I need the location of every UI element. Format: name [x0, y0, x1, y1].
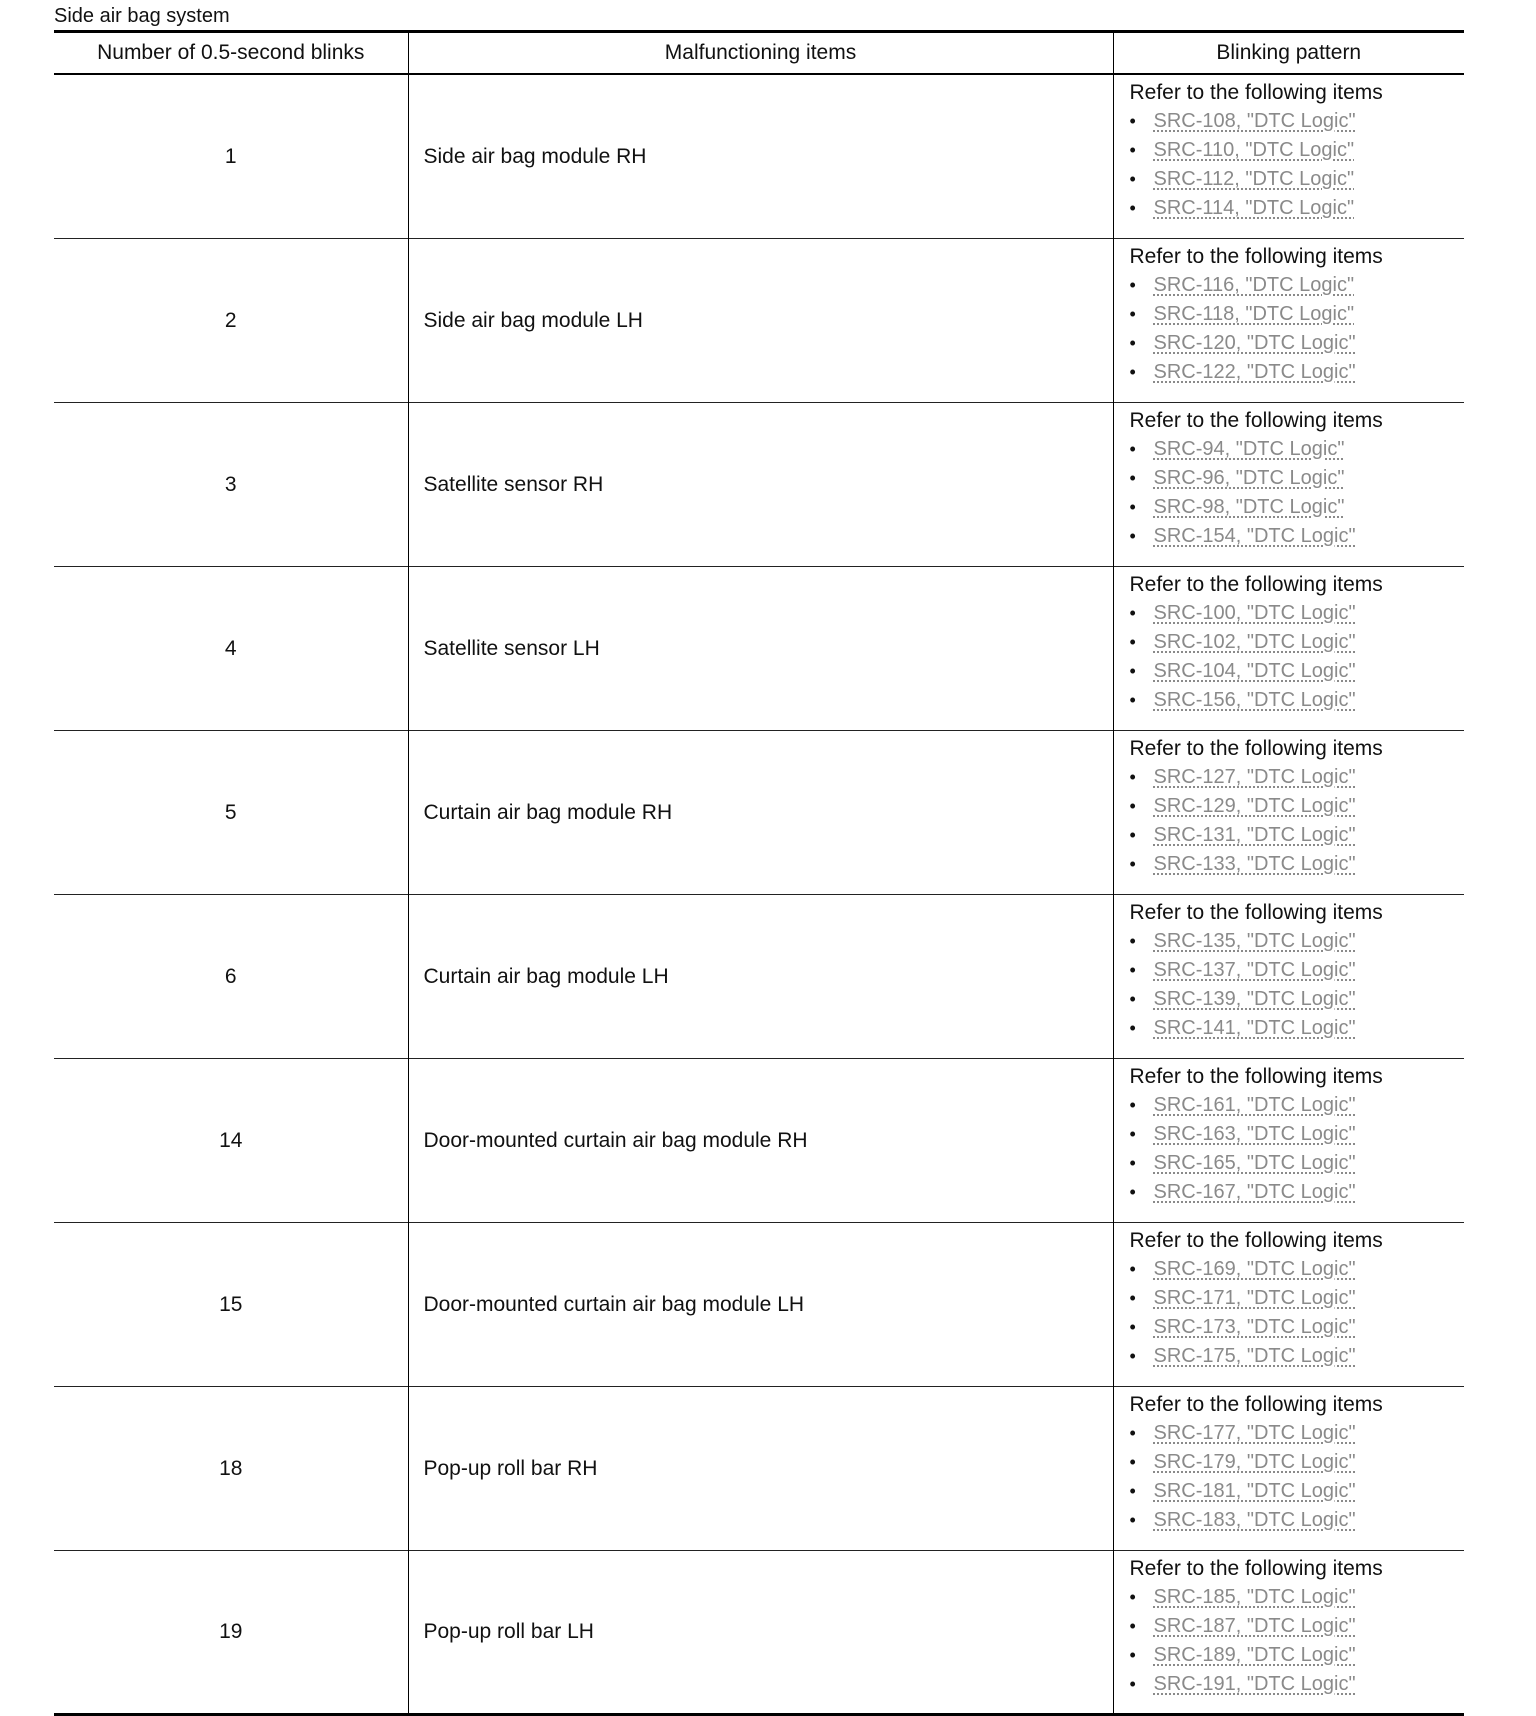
dtc-logic-link[interactable]: SRC-165, "DTC Logic": [1153, 1152, 1356, 1174]
reference-list-item: [1130, 1670, 1465, 1699]
bullet-icon: •: [1129, 1674, 1136, 1694]
bullet-icon: •: [1129, 931, 1136, 951]
dtc-logic-link[interactable]: SRC-181, "DTC Logic": [1153, 1480, 1356, 1502]
dtc-logic-link[interactable]: SRC-100, "DTC Logic": [1153, 602, 1356, 624]
bullet-icon: •: [1129, 140, 1136, 160]
malfunction-item: Door-mounted curtain air bag module LH: [408, 1223, 1113, 1387]
table-body: [54, 74, 1464, 1715]
dtc-logic-link[interactable]: SRC-94, "DTC Logic": [1153, 438, 1345, 460]
malfunction-item: Pop-up roll bar LH: [408, 1551, 1113, 1715]
bullet-icon: •: [1129, 304, 1136, 324]
reference-link-list: [1130, 271, 1465, 387]
reference-list-item: [1130, 792, 1465, 821]
bullet-icon: •: [1129, 1095, 1136, 1115]
bullet-icon: •: [1129, 111, 1136, 131]
reference-link-list: [1130, 435, 1465, 551]
blink-count: 15: [54, 1223, 408, 1387]
blink-count: 4: [54, 567, 408, 731]
dtc-logic-link[interactable]: SRC-116, "DTC Logic": [1153, 274, 1355, 296]
dtc-logic-link[interactable]: SRC-141, "DTC Logic": [1153, 1017, 1356, 1039]
bullet-icon: •: [1129, 1182, 1136, 1202]
reference-list-item: [1130, 1178, 1465, 1207]
reference-list-item: [1130, 300, 1465, 329]
dtc-logic-link[interactable]: SRC-171, "DTC Logic": [1153, 1287, 1356, 1309]
blink-count: 2: [54, 239, 408, 403]
dtc-logic-link[interactable]: SRC-135, "DTC Logic": [1153, 930, 1356, 952]
dtc-logic-link[interactable]: SRC-114, "DTC Logic": [1153, 197, 1355, 219]
bullet-icon: •: [1129, 1645, 1136, 1665]
reference-list-item: [1130, 850, 1465, 879]
dtc-logic-link[interactable]: SRC-183, "DTC Logic": [1153, 1509, 1356, 1531]
refer-text: Refer to the following items: [1129, 409, 1383, 432]
bullet-icon: •: [1129, 1510, 1136, 1530]
bullet-icon: •: [1129, 1452, 1136, 1472]
bullet-icon: •: [1129, 690, 1136, 710]
table-row: [54, 731, 1464, 895]
blinking-pattern-cell: [1113, 895, 1464, 1059]
blinking-pattern-cell: [1113, 1551, 1464, 1715]
dtc-logic-link[interactable]: SRC-96, "DTC Logic": [1153, 467, 1345, 489]
bullet-icon: •: [1129, 526, 1136, 546]
dtc-logic-link[interactable]: SRC-133, "DTC Logic": [1153, 853, 1356, 875]
dtc-logic-link[interactable]: SRC-137, "DTC Logic": [1153, 959, 1356, 981]
refer-text: Refer to the following items: [1129, 737, 1383, 760]
reference-list-item: [1130, 927, 1465, 956]
reference-list-item: [1130, 358, 1465, 387]
dtc-logic-link[interactable]: SRC-154, "DTC Logic": [1153, 525, 1356, 547]
reference-link-list: [1130, 1419, 1465, 1535]
dtc-logic-link[interactable]: SRC-112, "DTC Logic": [1153, 168, 1355, 190]
blinking-pattern-cell: [1113, 1223, 1464, 1387]
table-header: [54, 32, 1464, 75]
reference-list-item: [1130, 194, 1465, 223]
table-row: [54, 895, 1464, 1059]
table-row: [54, 403, 1464, 567]
reference-list-item: [1130, 1583, 1465, 1612]
reference-list-item: [1130, 522, 1465, 551]
reference-list-item: [1130, 1477, 1465, 1506]
refer-text: Refer to the following items: [1129, 1229, 1383, 1252]
dtc-logic-link[interactable]: SRC-179, "DTC Logic": [1153, 1451, 1356, 1473]
reference-list-item: [1130, 1255, 1465, 1284]
bullet-icon: •: [1129, 169, 1136, 189]
table-row: [54, 1551, 1464, 1715]
malfunction-item: Curtain air bag module RH: [408, 731, 1113, 895]
reference-list-item: [1130, 599, 1465, 628]
dtc-logic-link[interactable]: SRC-102, "DTC Logic": [1153, 631, 1356, 653]
refer-text: Refer to the following items: [1129, 573, 1383, 596]
header-malfunctioning-items: Malfunctioning items: [408, 32, 1113, 75]
refer-text: Refer to the following items: [1129, 81, 1383, 104]
dtc-logic-link[interactable]: SRC-185, "DTC Logic": [1153, 1586, 1356, 1608]
dtc-logic-link[interactable]: SRC-161, "DTC Logic": [1153, 1094, 1356, 1116]
blinking-pattern-cell: [1113, 403, 1464, 567]
header-row: [54, 32, 1464, 75]
dtc-logic-link[interactable]: SRC-177, "DTC Logic": [1153, 1422, 1356, 1444]
table-row: [54, 567, 1464, 731]
dtc-logic-link[interactable]: SRC-139, "DTC Logic": [1153, 988, 1356, 1010]
dtc-logic-link[interactable]: SRC-169, "DTC Logic": [1153, 1258, 1356, 1280]
malfunction-item: Pop-up roll bar RH: [408, 1387, 1113, 1551]
bullet-icon: •: [1129, 275, 1136, 295]
reference-list-item: [1130, 329, 1465, 358]
dtc-logic-link[interactable]: SRC-167, "DTC Logic": [1153, 1181, 1356, 1203]
blinking-pattern-cell: [1113, 1059, 1464, 1223]
blink-count: 19: [54, 1551, 408, 1715]
reference-list-item: [1130, 763, 1465, 792]
bullet-icon: •: [1129, 796, 1136, 816]
reference-list-item: [1130, 1284, 1465, 1313]
header-blinking-pattern: Blinking pattern: [1113, 32, 1464, 75]
dtc-logic-link[interactable]: SRC-122, "DTC Logic": [1153, 361, 1356, 383]
dtc-logic-link[interactable]: SRC-175, "DTC Logic": [1153, 1345, 1356, 1367]
bullet-icon: •: [1129, 362, 1136, 382]
malfunction-item: Curtain air bag module LH: [408, 895, 1113, 1059]
blink-count: 18: [54, 1387, 408, 1551]
reference-list-item: [1130, 1641, 1465, 1670]
dtc-logic-link[interactable]: SRC-187, "DTC Logic": [1153, 1615, 1356, 1637]
bullet-icon: •: [1129, 767, 1136, 787]
bullet-icon: •: [1129, 1288, 1136, 1308]
reference-link-list: [1130, 763, 1465, 879]
bullet-icon: •: [1129, 1317, 1136, 1337]
reference-list-item: [1130, 107, 1465, 136]
blink-code-table: [54, 30, 1464, 1716]
table-row: [54, 1059, 1464, 1223]
dtc-logic-link[interactable]: SRC-129, "DTC Logic": [1153, 795, 1356, 817]
reference-list-item: [1130, 1419, 1465, 1448]
blinking-pattern-cell: [1113, 731, 1464, 895]
dtc-logic-link[interactable]: SRC-108, "DTC Logic": [1153, 110, 1356, 132]
malfunction-item: Side air bag module RH: [408, 74, 1113, 239]
refer-text: Refer to the following items: [1129, 245, 1383, 268]
bullet-icon: •: [1129, 1124, 1136, 1144]
header-blinks: Number of 0.5-second blinks: [54, 32, 408, 75]
bullet-icon: •: [1129, 1259, 1136, 1279]
dtc-logic-link[interactable]: SRC-127, "DTC Logic": [1153, 766, 1356, 788]
bullet-icon: •: [1129, 1018, 1136, 1038]
reference-list-item: [1130, 1313, 1465, 1342]
bullet-icon: •: [1129, 825, 1136, 845]
bullet-icon: •: [1129, 854, 1136, 874]
bullet-icon: •: [1129, 1346, 1136, 1366]
reference-list-item: [1130, 657, 1465, 686]
reference-list-item: [1130, 136, 1465, 165]
refer-text: Refer to the following items: [1129, 1393, 1383, 1416]
reference-link-list: [1130, 1091, 1465, 1207]
reference-link-list: [1130, 927, 1465, 1043]
malfunction-item: Door-mounted curtain air bag module RH: [408, 1059, 1113, 1223]
dtc-logic-link[interactable]: SRC-98, "DTC Logic": [1153, 496, 1345, 518]
blink-count: 6: [54, 895, 408, 1059]
refer-text: Refer to the following items: [1129, 1065, 1383, 1088]
bullet-icon: •: [1129, 1481, 1136, 1501]
dtc-logic-link[interactable]: SRC-118, "DTC Logic": [1153, 303, 1355, 325]
blinking-pattern-cell: [1113, 567, 1464, 731]
bullet-icon: •: [1129, 989, 1136, 1009]
dtc-logic-link[interactable]: SRC-156, "DTC Logic": [1153, 689, 1356, 711]
reference-list-item: [1130, 493, 1465, 522]
dtc-logic-link[interactable]: SRC-173, "DTC Logic": [1153, 1316, 1356, 1338]
bullet-icon: •: [1129, 497, 1136, 517]
reference-list-item: [1130, 1014, 1465, 1043]
reference-link-list: [1130, 1255, 1465, 1371]
malfunction-item: Satellite sensor RH: [408, 403, 1113, 567]
bullet-icon: •: [1129, 333, 1136, 353]
malfunction-item: Satellite sensor LH: [408, 567, 1113, 731]
blink-count: 5: [54, 731, 408, 895]
blink-count: 3: [54, 403, 408, 567]
reference-list-item: [1130, 1612, 1465, 1641]
dtc-logic-link[interactable]: SRC-104, "DTC Logic": [1153, 660, 1356, 682]
reference-list-item: [1130, 1149, 1465, 1178]
bullet-icon: •: [1129, 198, 1136, 218]
reference-list-item: [1130, 956, 1465, 985]
reference-link-list: [1130, 1583, 1465, 1699]
bullet-icon: •: [1129, 1616, 1136, 1636]
reference-list-item: [1130, 985, 1465, 1014]
table-caption: Side air bag system: [54, 5, 230, 27]
reference-list-item: [1130, 435, 1465, 464]
bullet-icon: •: [1129, 1587, 1136, 1607]
table-row: [54, 1387, 1464, 1551]
bullet-icon: •: [1129, 960, 1136, 980]
table-row: [54, 239, 1464, 403]
reference-list-item: [1130, 1448, 1465, 1477]
bullet-icon: •: [1129, 1153, 1136, 1173]
blinking-pattern-cell: [1113, 74, 1464, 239]
reference-list-item: [1130, 1091, 1465, 1120]
dtc-logic-link[interactable]: SRC-191, "DTC Logic": [1153, 1673, 1356, 1695]
reference-list-item: [1130, 1342, 1465, 1371]
reference-link-list: [1130, 599, 1465, 715]
malfunction-item: Side air bag module LH: [408, 239, 1113, 403]
refer-text: Refer to the following items: [1129, 1557, 1383, 1580]
blink-count: 1: [224, 144, 237, 168]
reference-link-list: [1130, 107, 1465, 223]
dtc-logic-link[interactable]: SRC-110, "DTC Logic": [1153, 139, 1355, 161]
dtc-logic-link[interactable]: SRC-131, "DTC Logic": [1153, 824, 1356, 846]
reference-list-item: [1130, 464, 1465, 493]
bullet-icon: •: [1129, 603, 1136, 623]
bullet-icon: •: [1129, 468, 1136, 488]
refer-text: Refer to the following items: [1129, 901, 1383, 924]
reference-list-item: [1130, 686, 1465, 715]
reference-list-item: [1130, 628, 1465, 657]
table-row: [54, 1223, 1464, 1387]
bullet-icon: •: [1129, 632, 1136, 652]
bullet-icon: •: [1129, 1423, 1136, 1443]
dtc-logic-link[interactable]: SRC-163, "DTC Logic": [1153, 1123, 1356, 1145]
reference-list-item: [1130, 1120, 1465, 1149]
reference-list-item: [1130, 165, 1465, 194]
reference-list-item: [1130, 1506, 1465, 1535]
blink-count: 14: [54, 1059, 408, 1223]
bullet-icon: •: [1129, 439, 1136, 459]
blinking-pattern-cell: [1113, 1387, 1464, 1551]
dtc-logic-link[interactable]: SRC-120, "DTC Logic": [1153, 332, 1356, 354]
dtc-logic-link[interactable]: SRC-189, "DTC Logic": [1153, 1644, 1356, 1666]
bullet-icon: •: [1129, 661, 1136, 681]
reference-list-item: [1130, 821, 1465, 850]
reference-list-item: [1130, 271, 1465, 300]
blinking-pattern-cell: [1113, 239, 1464, 403]
table-row: [54, 74, 1464, 239]
